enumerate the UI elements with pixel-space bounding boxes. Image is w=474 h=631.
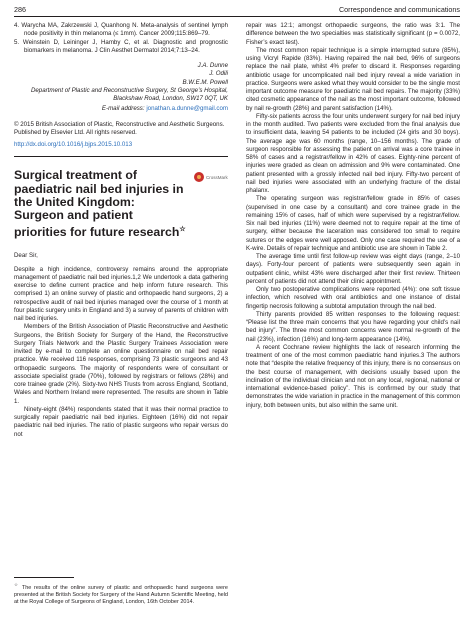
paragraph-survey: Members of the British Association of Plastic Reconstructive and Aesthetic Surgeons, the British Society for Surgery of the Hand, the Reconstructive Surgery Trials Network and the Plastic Surgery Trainees Association were invited by e-mail to complete an online questionnaire on nail bed repair practice. We received 116 responses, comprising 73 plastic surgeons and 43 orthopaedic surgeons. The majority of respondents were of consultant or associate specialist grade (70%), followed by registrars or fellows (28%) and core trainee grade (2%). Sixty-two NHS Trusts from across England, Scotland, Wales and Northern Ireland were represented. The results are shown in Table 1.	[14, 323, 228, 405]
paragraph-technique: The most common repair technique is a simple interrupted suture (85%), using Vicryl Rapide (83%). Having repaired the nail bed, 96% of surgeons replace the nail plate, whilst 4% prefer to discard it. Responses regarding antibiotic usage for uncomplicated nail bed injury reveal a wide variation in practice. Surgeons were asked what they would consider to be the single most important outcome measure for paediatric nail bed repairs. The majority (33%) cited cosmetic appearance of the nail as the most important outcome, followed by nail re-growth (28%) and parent satisfaction (14%).	[246, 46, 460, 112]
salutation: Dear Sir,	[14, 252, 38, 260]
paragraph-audit: Fifty-six patients across the four units underwent surgery for nail bed injury in the month audited. Two patients were excluded from the final analysis due to insufficient data, leaving 54 patients to be included (24 girls and 30 boys). The average age was 60 months (range, 10–156 months). The grade of surgeon responsible for assessing the patient on arrival was a core trainee in 58% of cases and a registrar/fellow in 42% of cases. Eighty-nine percent of injuries were graded as clean on admission and 9% were contaminated. One patient presented with a grossly infected nail bed injury. Fifty-two percent of nail bed injuries were associated with an underlying fracture of the distal phalanx.	[246, 112, 460, 194]
paragraph-ratio: repair was 12:1; amongst orthopaedic surgeons, the ratio was 3:1. The difference between the two specialties was statistically significant (p = 0.0072, Fisher’s exact test).	[246, 22, 460, 46]
paragraph-operating-surgeon: The operating surgeon was registrar/fellow grade in 85% of cases (supervised in one case by a consultant) and core trainee grade in the remaining 15% of cases, half of which were supervised by a registrar/fellow. Six nail bed injuries (11%) were deemed not to require repair at the time of surgery, either because the laceration was considered too small to require sutures or the edges were well apposed. Only one case required the use of a K-wire. Details of repair technique and antibiotic use are shown in Table 2.	[246, 195, 460, 252]
copyright-notice: © 2015 British Association of Plastic, Reconstructive and Aesthetic Surgeons. Published by Elsevier Ltd. All rights reserved.	[14, 120, 225, 136]
author-2: J. Odili	[209, 70, 228, 78]
footnote	[14, 581, 228, 607]
page-number: 286	[14, 5, 26, 14]
article-title	[14, 169, 228, 239]
footnote-text: The results of the online survey of plastic and orthopaedic hand surgeons were presented at the British Society for Surgery of the Hand Autumn Scientific Meeting, held at the Royal College of Surgeons of England, London, 16th October 2014.	[14, 584, 228, 606]
crossmark-icon	[194, 172, 204, 182]
paragraph-complications: Only two postoperative complications were reported (4%): one soft tissue infection, which resolved with oral antibiotics and one instance of distal fingertip necrosis following a subtotal amputation through the nail bed.	[246, 286, 460, 310]
header-rule	[14, 16, 460, 17]
title-footnote-mark[interactable]: ☆	[179, 225, 186, 233]
reference-5: 5. Weinstein D, Leininger J, Hamby C, et al. Diagnostic and prognostic biomarkers in melanoma. J Clin Aesthet Dermatol 2014;7:13–24.	[14, 38, 228, 54]
paragraph-parents: Thirty parents provided 85 written responses to the following request: “Please list the three main concerns that you have regarding your child’s nail bed injury”. The three most common concerns were normal re-growth of the nail (23%), infection (16%) and long-term appearance (14%).	[246, 310, 460, 343]
crossmark-badge[interactable]	[194, 171, 228, 183]
article-title-text: Surgical treatment of paediatric nail bed injuries in the United Kingdom: Surgeon and patient priorities for future research	[14, 168, 184, 239]
title-separator	[14, 156, 228, 157]
footnote-rule	[14, 577, 74, 578]
section-title: Correspondence and communications	[338, 5, 460, 14]
running-header	[14, 5, 460, 16]
paragraph-repair-practice: Ninety-eight (84%) respondents stated that it was their normal practice to surgically repair paediatric nail bed injuries. Eighteen (16%) did not repair paediatric nail bed injuries. The ratio of plastic surgeons who repair versus do not	[14, 405, 228, 438]
email-label: E-mail address:	[101, 105, 145, 113]
paragraph-follow-up: The average time until first follow-up review was eight days (range, 2–10 days). Forty-four percent of patients were subsequently seen again in outpatient clinic, whilst 43% were discharged after their first review. Thirteen percent of patients did not attend their clinic appointment.	[246, 253, 460, 285]
paragraph-cochrane: A recent Cochrane review highlights the lack of research informing the treatment of one of the most common paediatric hand injuries.3 The authors note that “despite the relative frequency of this injury, there is no consensus on the best course of management, with decisions usually based upon the inclination of the individual clinician and not on any local, regional, national or international evidence-based policy”. This is confirmed by our study that demonstrates the wide variation in practice in the management of this common injury, both between units, but also within the same unit.	[246, 343, 461, 409]
author-affiliation: Department of Plastic and Reconstructive Surgery, St George’s Hospital, Blackshaw Road, London, SW17 0QT, UK	[30, 86, 228, 102]
footnote-mark: ☆	[14, 582, 20, 587]
author-3: B.W.E.M. Powell	[182, 78, 228, 86]
right-column	[246, 22, 460, 410]
email-line	[14, 105, 228, 113]
email-link[interactable]: jonathan.a.dunne@gmail.com	[146, 105, 228, 113]
doi-link[interactable]: http://dx.doi.org/10.1016/j.bjps.2015.10.013	[14, 141, 133, 148]
left-column	[14, 22, 228, 439]
author-1: J.A. Dunne	[197, 62, 228, 69]
reference-4: 4. Warycha MA, Zakrzewski J, Quanhong N. Meta-analysis of sentinel lymph node positivity in thin melanoma (≤ 1mm). Cancer 2009;115:869–79.	[14, 22, 228, 38]
paragraph-intro: Despite a high incidence, controversy remains around the appropriate management of paediatric nail bed injuries.1,2 We undertook a data gathering exercise to define current practice and help inform future research. This comprised 1) an online survey of plastic and orthopaedic hand surgeons, 2) a retrospective audit of nail bed injuries managed over the course of 1 month at four plastic surgery units in England and 3) a survey of parents of children with nail bed injuries.	[14, 265, 228, 323]
crossmark-label: CrossMark	[206, 174, 228, 180]
